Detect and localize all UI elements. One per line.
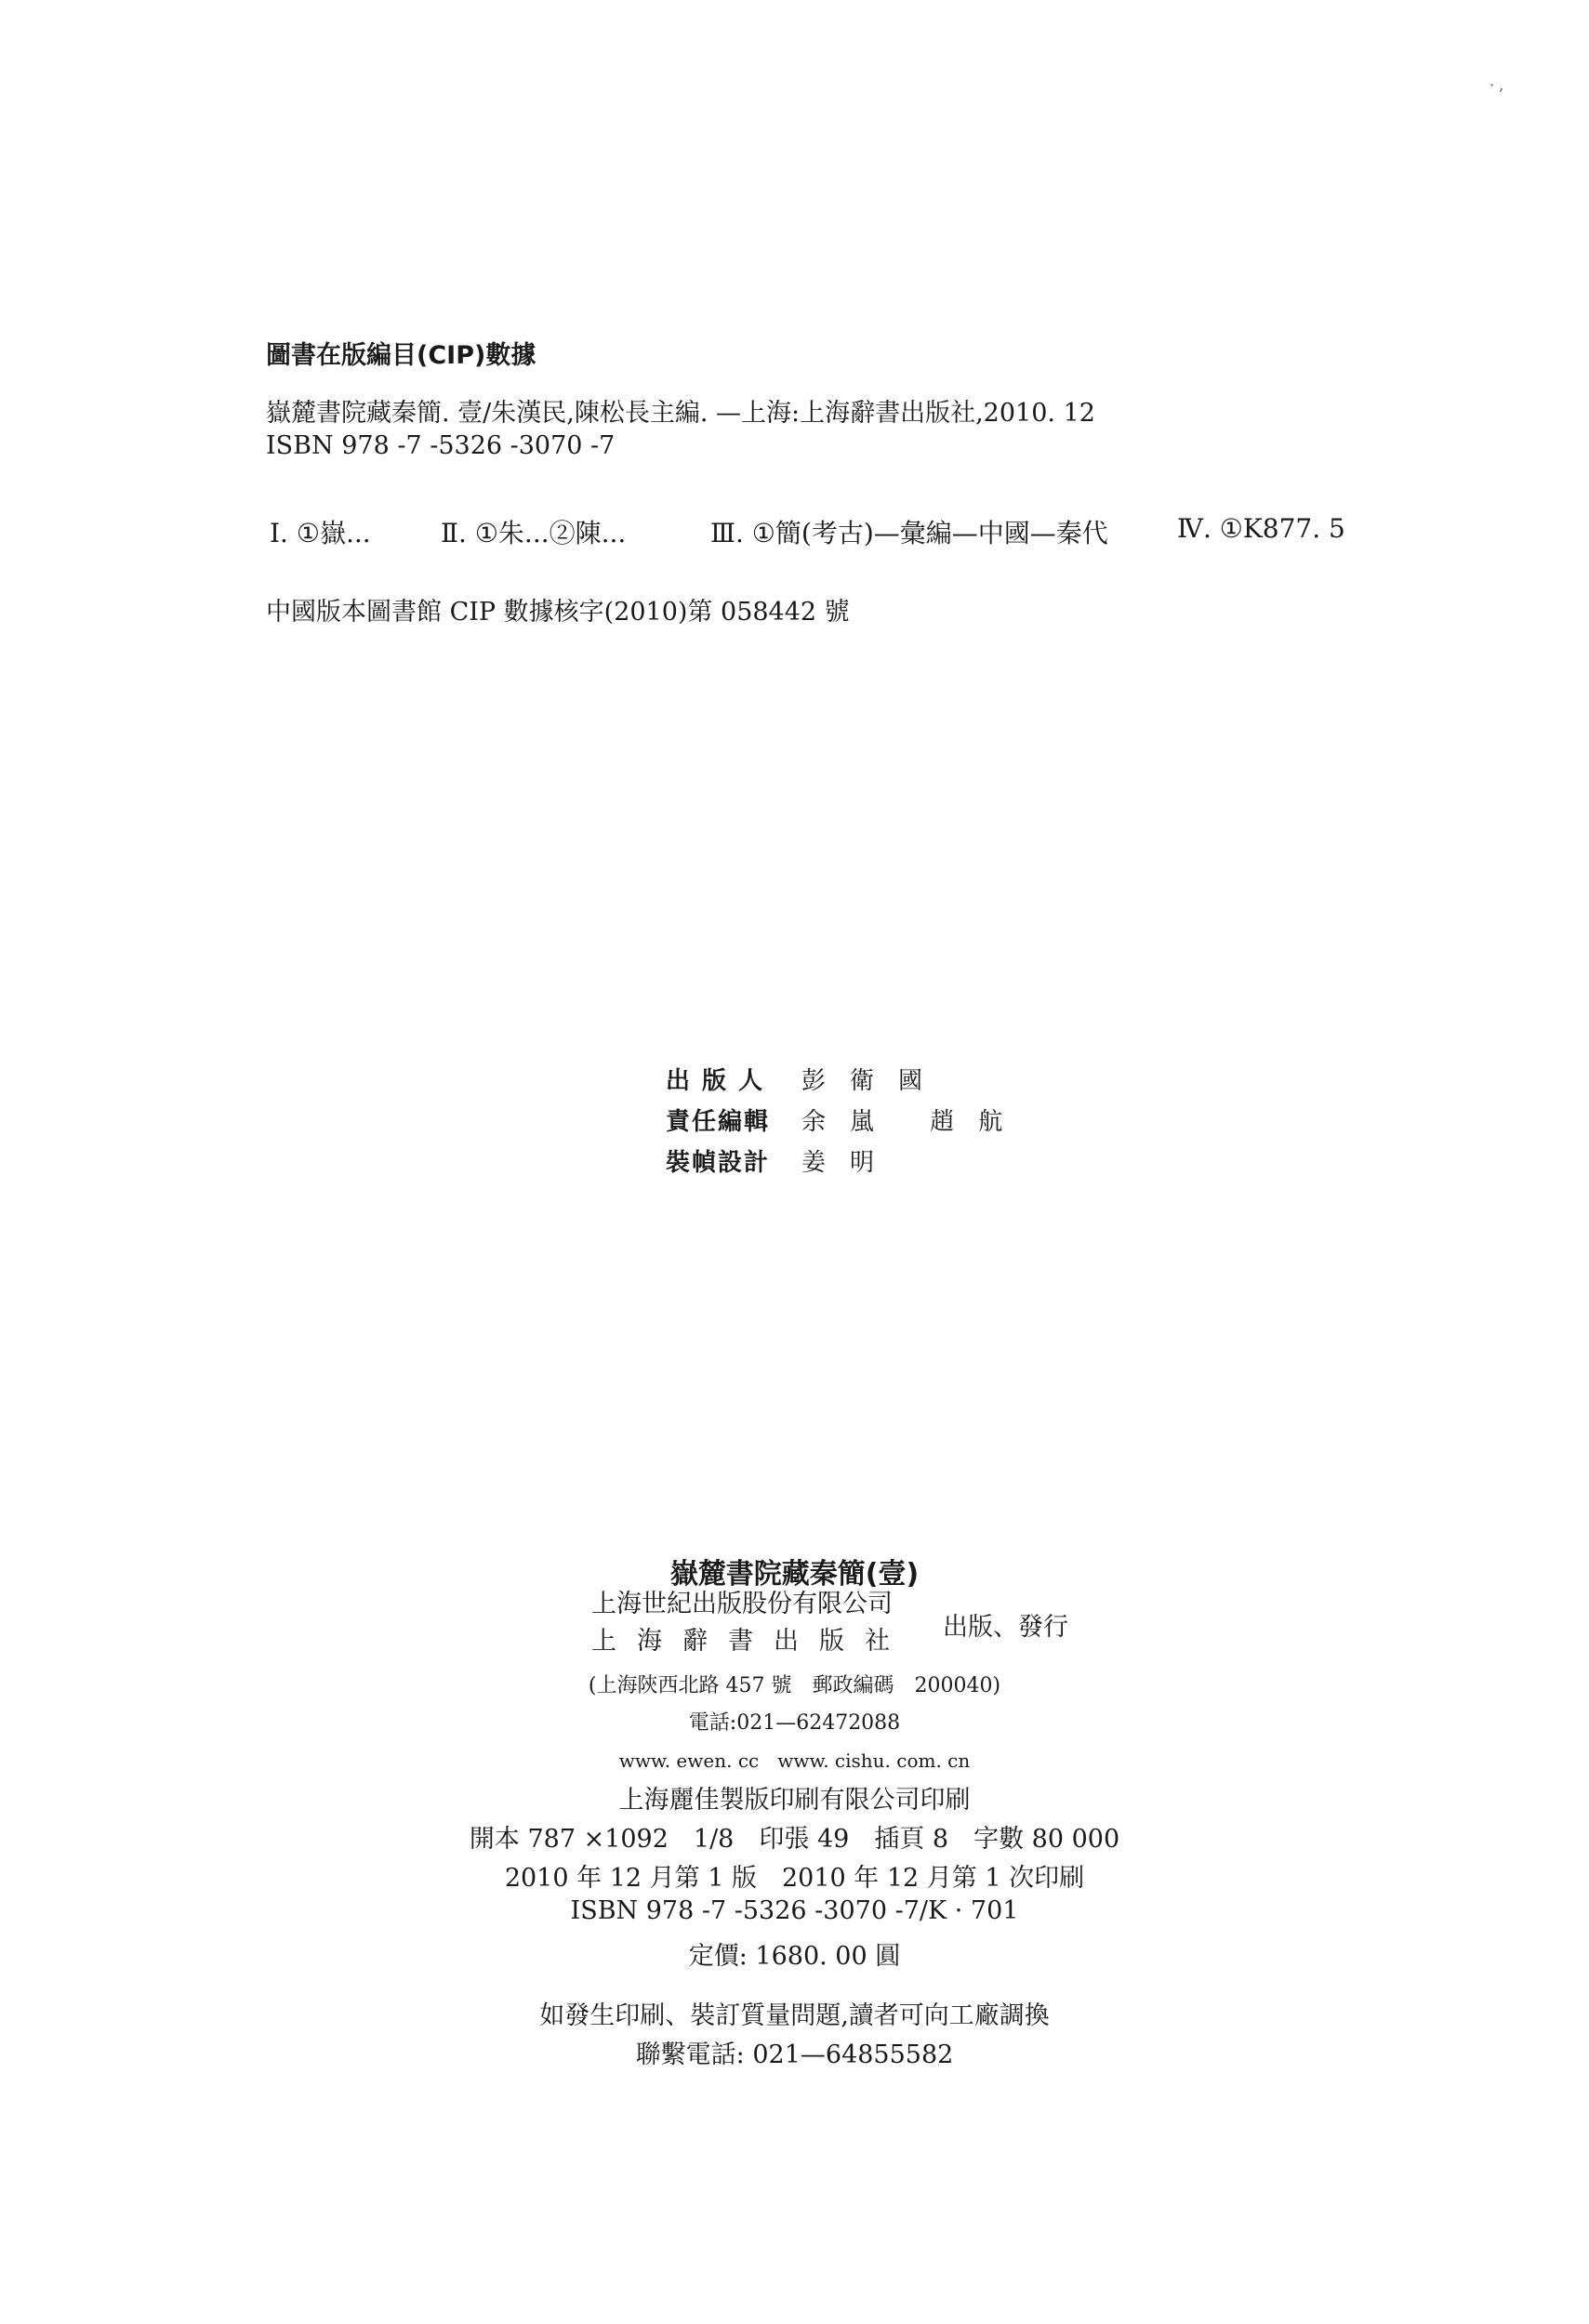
printer: 上海麗佳製版印刷有限公司印刷 [618,1786,971,1815]
publisher-2: 上海辭書出版社 [591,1627,910,1656]
staff-label-publisher: 出 版 人 [666,1067,765,1095]
edition-info: 2010 年 12 月第 1 版 2010 年 12 月第 1 次印刷 [504,1864,1085,1893]
cip-record-number: 中國版本圖書館 CIP 數據核字(2010)第 058442 號 [266,598,850,627]
publisher-websites: www. ewen. cc www. cishu. com. cn [618,1750,971,1772]
corner-mark: · , [1490,76,1504,94]
publisher-block [591,1586,1112,1660]
cip-subject-3: Ⅲ. ①簡(考古)—彙編—中國—秦代 [710,518,1108,548]
staff-label-editor: 責任編輯 [666,1108,771,1136]
staff-label-designer: 裝幀設計 [666,1149,771,1177]
staff-value-publisher: 彭衛國 [801,1067,947,1095]
colophon-title: 嶽麓書院藏秦簡(壹) [669,1558,920,1591]
colophon-isbn: ISBN 978 -7 -5326 -3070 -7/K · 701 [570,1896,1019,1925]
cip-subject-2: Ⅱ. ①朱...②陳... [441,518,627,548]
staff-value-editor: 余嵐 趙航 [801,1108,1027,1136]
cip-subject-4: Ⅳ. ①K877. 5 [1177,513,1345,544]
publisher-1: 上海世紀出版股份有限公司 [591,1590,893,1618]
contact-phone: 聯繫電話: 021—64855582 [635,2040,954,2069]
price: 定價: 1680. 00 圓 [688,1942,901,1971]
cip-subject-1: Ⅰ. ①嶽... [270,518,371,548]
cip-isbn-line: ISBN 978 -7 -5326 -3070 -7 [266,431,616,460]
publisher-address: (上海陝西北路 457 號 郵政編碼 200040) [588,1674,1001,1697]
cip-bibliographic-line: 嶽麓書院藏秦簡. 壹/朱漢民,陳松長主編. —上海:上海辭書出版社,2010. 12 [266,399,1095,428]
quality-notice: 如發生印刷、裝訂質量問題,讀者可向工廠調換 [539,2001,1050,2030]
publisher-phone: 電話:021—62472088 [688,1711,901,1735]
publisher-role: 出版、發行 [943,1613,1068,1642]
cip-heading: 圖書在版編目(CIP)數據 [266,341,536,370]
book-specs: 開本 787 ×1092 1/8 印張 49 插頁 8 字數 80 000 [469,1825,1120,1854]
staff-value-designer: 姜明 [801,1149,899,1177]
